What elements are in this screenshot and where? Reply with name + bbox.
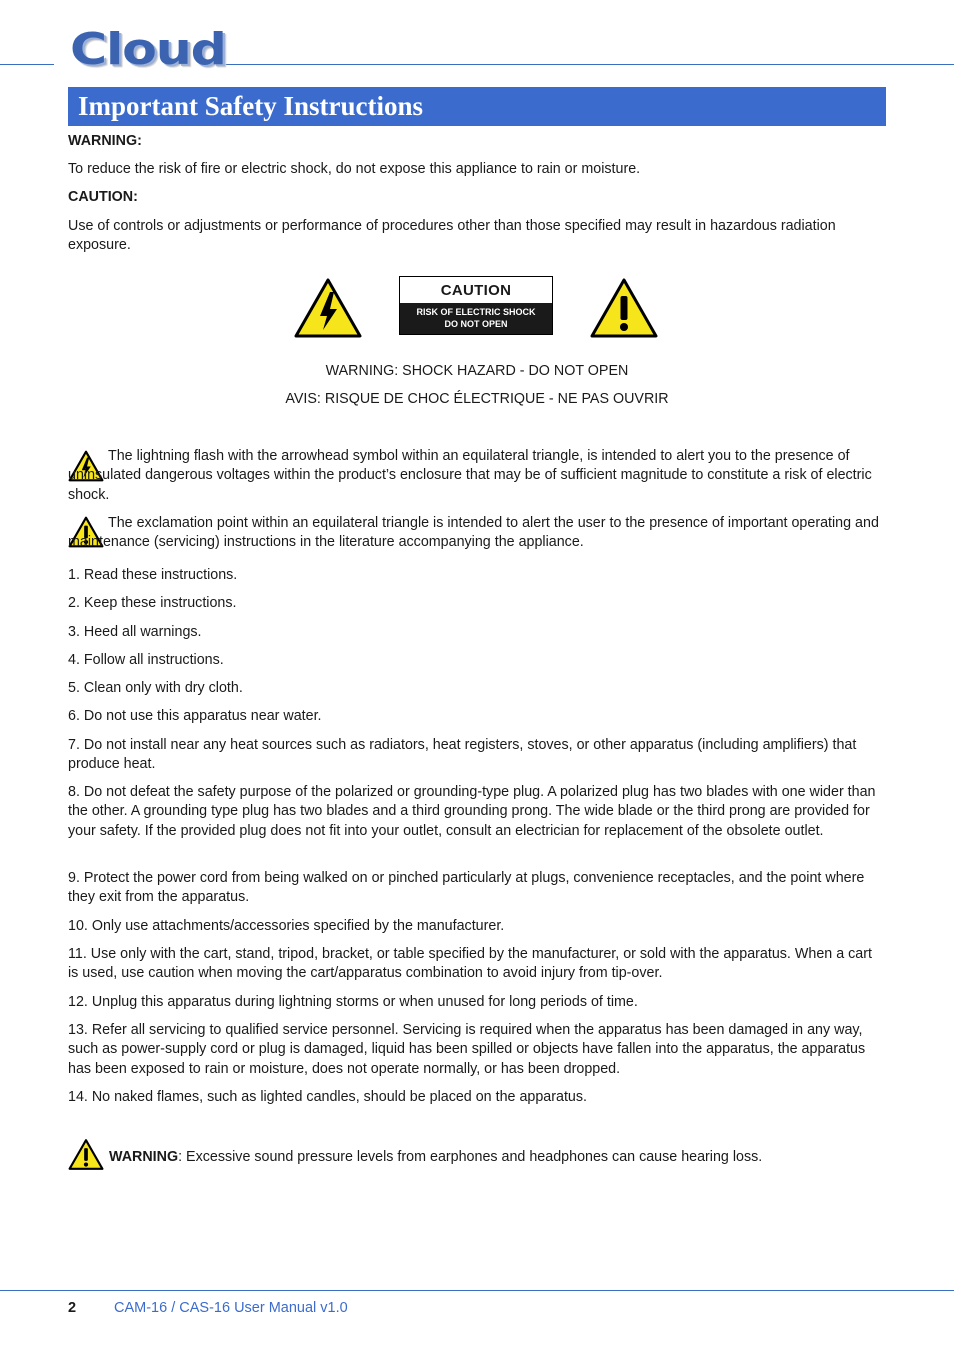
list-item: 13. Refer all servicing to qualified service personnel. Servicing is required when the apparatus has been damaged in any way, such as power-supply cord or plug is damaged, liquid has been spilled or objects have fallen into the apparatus, the apparatus has been exposed to rain or moisture, does not operate normally, or has been dropped. — [68, 1022, 866, 1077]
list-item: 14. No naked flames, such as lighted candles, should be placed on the apparatus. — [68, 1089, 588, 1105]
footer-rule — [0, 1290, 954, 1291]
shock-warning-en: WARNING: SHOCK HAZARD - DO NOT OPEN — [325, 363, 629, 379]
list-item: 1. Read these instructions. — [68, 567, 238, 583]
shock-warning-fr: AVIS: RISQUE DE CHOC ÉLECTRIQUE - NE PAS OUVRIR — [285, 391, 669, 407]
caution-box-line2: DO NOT OPEN — [444, 319, 508, 329]
exclamation-triangle-icon — [590, 278, 658, 338]
page-title: Important Safety Instructions — [68, 87, 886, 126]
list-item: 11. Use only with the cart, stand, tripod, bracket, or table specified by the manufacturer, or sold with the apparatus. When a cart is used, use caution when moving the cart/apparatus combination to avoid injury from tip-over. — [68, 946, 872, 982]
list-item: 5. Clean only with dry cloth. — [68, 680, 243, 696]
list-item: 12. Unplug this apparatus during lightning storms or when unused for long periods of time. — [68, 994, 638, 1010]
list-item: 7. Do not install near any heat sources such as radiators, heat registers, stoves, or other apparatus (including amplifiers) that produce heat. — [68, 737, 857, 773]
caution-text: Use of controls or adjustments or performance of procedures other than those specified may result in hazardous radiation exposure. — [68, 218, 836, 254]
list-item: 2. Keep these instructions. — [68, 595, 237, 611]
warning-text: To reduce the risk of fire or electric shock, do not expose this appliance to rain or moisture. — [68, 161, 641, 177]
cloud-logo: Cloud — [70, 24, 226, 75]
hearing-warning-label: WARNING — [109, 1149, 179, 1165]
caution-box-title: CAUTION — [440, 282, 512, 299]
exclamation-explanation: The exclamation point within an equilateral triangle is intended to alert the user to the presence of important operating and maintenance (servicing) instructions in the literature accompanying the appliance. — [68, 515, 879, 551]
list-item: 9. Protect the power cord from being walked on or pinched particularly at plugs, convenience receptacles, and the point where they exit from the apparatus. — [68, 870, 865, 906]
caution-label-box — [399, 276, 553, 335]
manual-title: CAM-16 / CAS-16 User Manual v1.0 — [114, 1300, 348, 1316]
list-item: 6. Do not use this apparatus near water. — [68, 708, 322, 724]
list-item: 8. Do not defeat the safety purpose of the polarized or grounding-type plug. A polarized plug has two blades with one wider than the other. A grounding type plug has two blades and a third grounding prong. The wide blade or the third prong are provided for your safety. If the provided plug does not fit into your outlet, consult an electrician for replacement of the obsolete outlet. — [68, 784, 876, 839]
hearing-warning — [109, 1148, 889, 1167]
header-rule-left — [0, 64, 54, 65]
list-item: 3. Heed all warnings. — [68, 624, 202, 640]
lightning-triangle-icon — [294, 278, 362, 338]
lightning-explanation: The lightning flash with the arrowhead symbol within an equilateral triangle, is intended to alert you to the presence of uninsulated dangerous voltages within the product’s enclosure that may be of sufficient magnitude to constitute a risk of electric shock. — [68, 448, 872, 503]
list-item: 4. Follow all instructions. — [68, 652, 224, 668]
hearing-warning-text: : Excessive sound pressure levels from earphones and headphones can cause hearing loss. — [178, 1149, 763, 1165]
warning-label: WARNING: — [68, 133, 142, 149]
page-number: 2 — [68, 1300, 77, 1316]
caution-label: CAUTION: — [68, 189, 138, 205]
list-item: 10. Only use attachments/accessories specified by the manufacturer. — [68, 918, 505, 934]
caution-box-line1: RISK OF ELECTRIC SHOCK — [416, 307, 536, 317]
exclamation-triangle-icon — [68, 1138, 104, 1171]
caution-box-subtitle — [400, 303, 552, 334]
header-rule-right — [218, 64, 954, 65]
